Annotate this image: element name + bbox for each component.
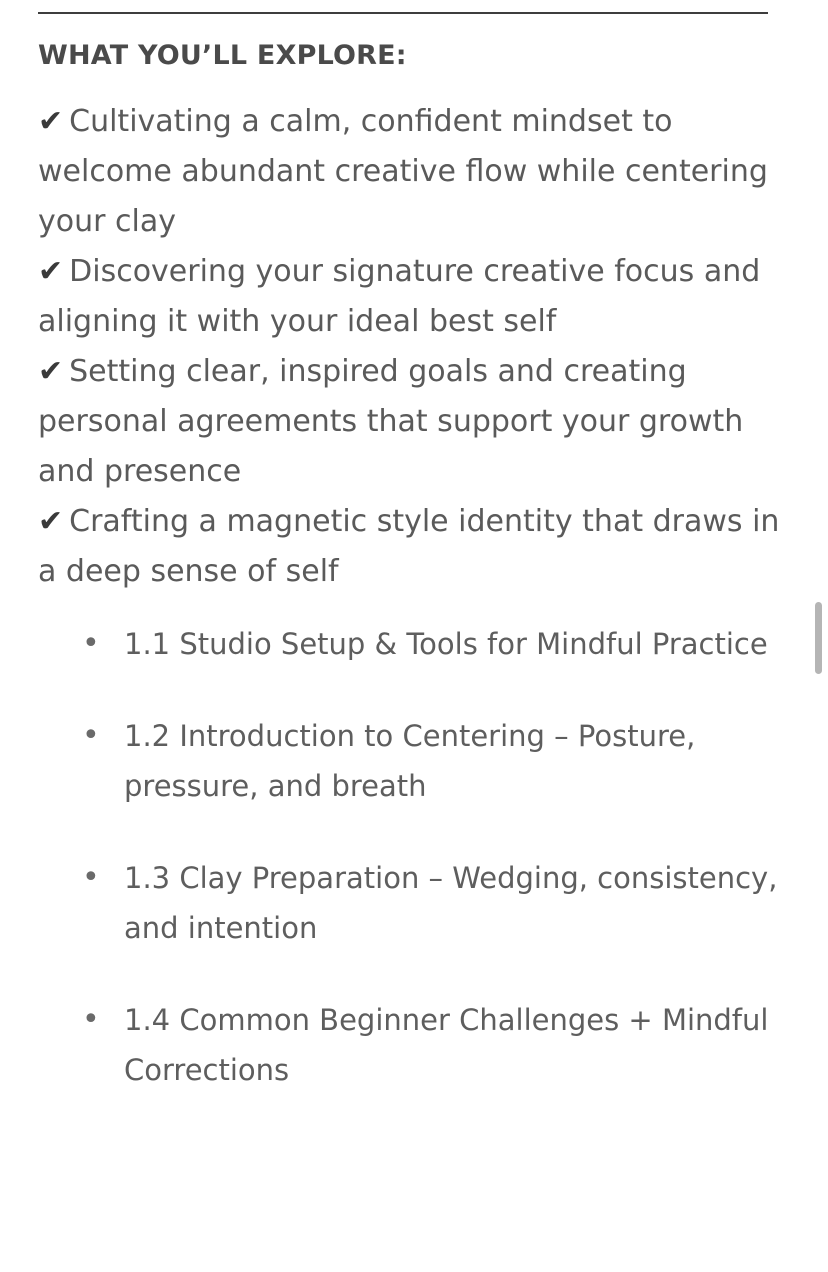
list-item (38, 247, 790, 347)
list-item: • 1.1 Studio Setup & Tools for Mindful Practice (82, 619, 790, 669)
check-mark-icon: ✔ (38, 254, 64, 289)
list-item: • 1.2 Introduction to Centering – Posture, pressure, and breath (82, 711, 790, 811)
lesson-list (38, 619, 790, 1095)
checklist (38, 97, 790, 597)
list-item-label: Discovering your signature creative focus and aligning it with your ideal best self (38, 254, 761, 339)
list-item-label: Crafting a magnetic style identity that draws in a deep sense of self (38, 504, 780, 589)
scrollbar-thumb[interactable] (815, 602, 822, 674)
page-title: WHAT YOU’LL EXPLORE: (38, 40, 407, 71)
list-item: • 1.4 Common Beginner Challenges + Mindful Corrections (82, 995, 790, 1095)
check-mark-icon: ✔ (38, 104, 64, 139)
list-item: • 1.3 Clay Preparation – Wedging, consistency, and intention (82, 853, 790, 953)
list-item-label: Cultivating a calm, confident mindset to welcome abundant creative flow while centering your clay (38, 104, 768, 239)
list-item (38, 347, 790, 497)
check-mark-icon: ✔ (38, 354, 64, 389)
check-mark-icon: ✔ (38, 504, 64, 539)
scrollbar-track[interactable] (817, 0, 825, 1272)
list-item (38, 497, 790, 597)
list-item-label: Setting clear, inspired goals and creating personal agreements that support your growth and presence (38, 354, 744, 489)
list-item (38, 97, 790, 247)
